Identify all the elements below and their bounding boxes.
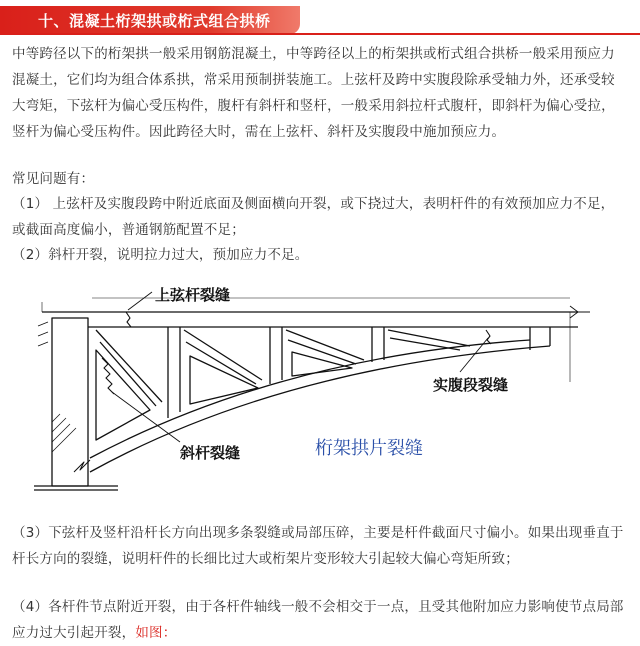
vertical-3 xyxy=(372,327,384,362)
bottom-chord-inner xyxy=(90,340,530,458)
top-chord-crack-mark xyxy=(126,312,131,327)
top-chord-leader xyxy=(128,292,152,310)
diagonal-crack-marks xyxy=(102,358,114,394)
label-diagonal-crack: 斜杆裂缝 xyxy=(180,444,241,462)
truss-arch-drawing xyxy=(30,272,610,510)
diagonal-3 xyxy=(286,330,364,364)
issue-2-paragraph: （2）斜杆开裂，说明拉力过大，预加应力不足。 xyxy=(12,247,309,263)
label-top-chord-crack: 上弦杆裂缝 xyxy=(155,286,231,304)
truss-arch-crack-figure xyxy=(30,272,610,510)
vertical-1 xyxy=(168,327,180,418)
intro-paragraph: 中等跨径以下的桁架拱一般采用钢筋混凝土，中等跨径以上的桁架拱或桁式组合拱桥一般采用预应力混凝土，它们均为组合体系拱，常采用预制拼装施工。上弦杆及跨中实腹段除承受轴力外，还承受较大弯矩，下弦杆为偏心受压构件，腹杆有斜杆和竖杆，一般采用斜拉杆式腹杆，即斜杆为偏心受拉，竖杆为偏心受压构件。因此跨径大时，需在上弦杆、斜杆及实腹段中施加预应力。 xyxy=(12,46,615,140)
issue-3-paragraph: （3）下弦杆及竖杆沿杆长方向出现多条裂缝或局部压碎，主要是杆件截面尺寸偏小。如果出现垂直于杆长方向的裂缝，说明杆件的长细比过大或桁架片变形较大引起较大偏心弯矩所致； xyxy=(12,525,624,567)
see-figure-link[interactable]: 如图： xyxy=(135,625,177,641)
label-solid-web-crack: 实腹段裂缝 xyxy=(433,376,509,394)
vertical-2 xyxy=(270,327,282,384)
diagonal-1 xyxy=(96,330,162,406)
diagonal-2 xyxy=(184,330,262,384)
section-title: 十、混凝土桁架拱或桁式组合拱桥 xyxy=(38,12,271,30)
diagonal-leader xyxy=(112,392,180,442)
foundation-line xyxy=(34,486,118,490)
section-header-underline xyxy=(0,33,640,35)
common-issues-heading: 常见问题有： xyxy=(12,171,95,187)
issue-1-paragraph: （1） 上弦杆及实腹段跨中附近底面及侧面横向开裂，或下挠过大，表明杆件的有效预加应力不足，或截面高度偏小，普通钢筋配置不足； xyxy=(12,196,615,238)
figure-caption: 桁架拱片裂缝 xyxy=(315,438,423,459)
issue-4-text: （4）各杆件节点附近开裂，由于各杆件轴线一般不会相交于一点，且受其他附加应力影响使节点局部应力过大引起开裂， xyxy=(12,599,624,641)
left-abutment xyxy=(52,318,88,486)
issue-4-paragraph xyxy=(12,594,628,646)
section-header xyxy=(0,0,640,36)
solid-web-crack-mark xyxy=(486,330,491,344)
